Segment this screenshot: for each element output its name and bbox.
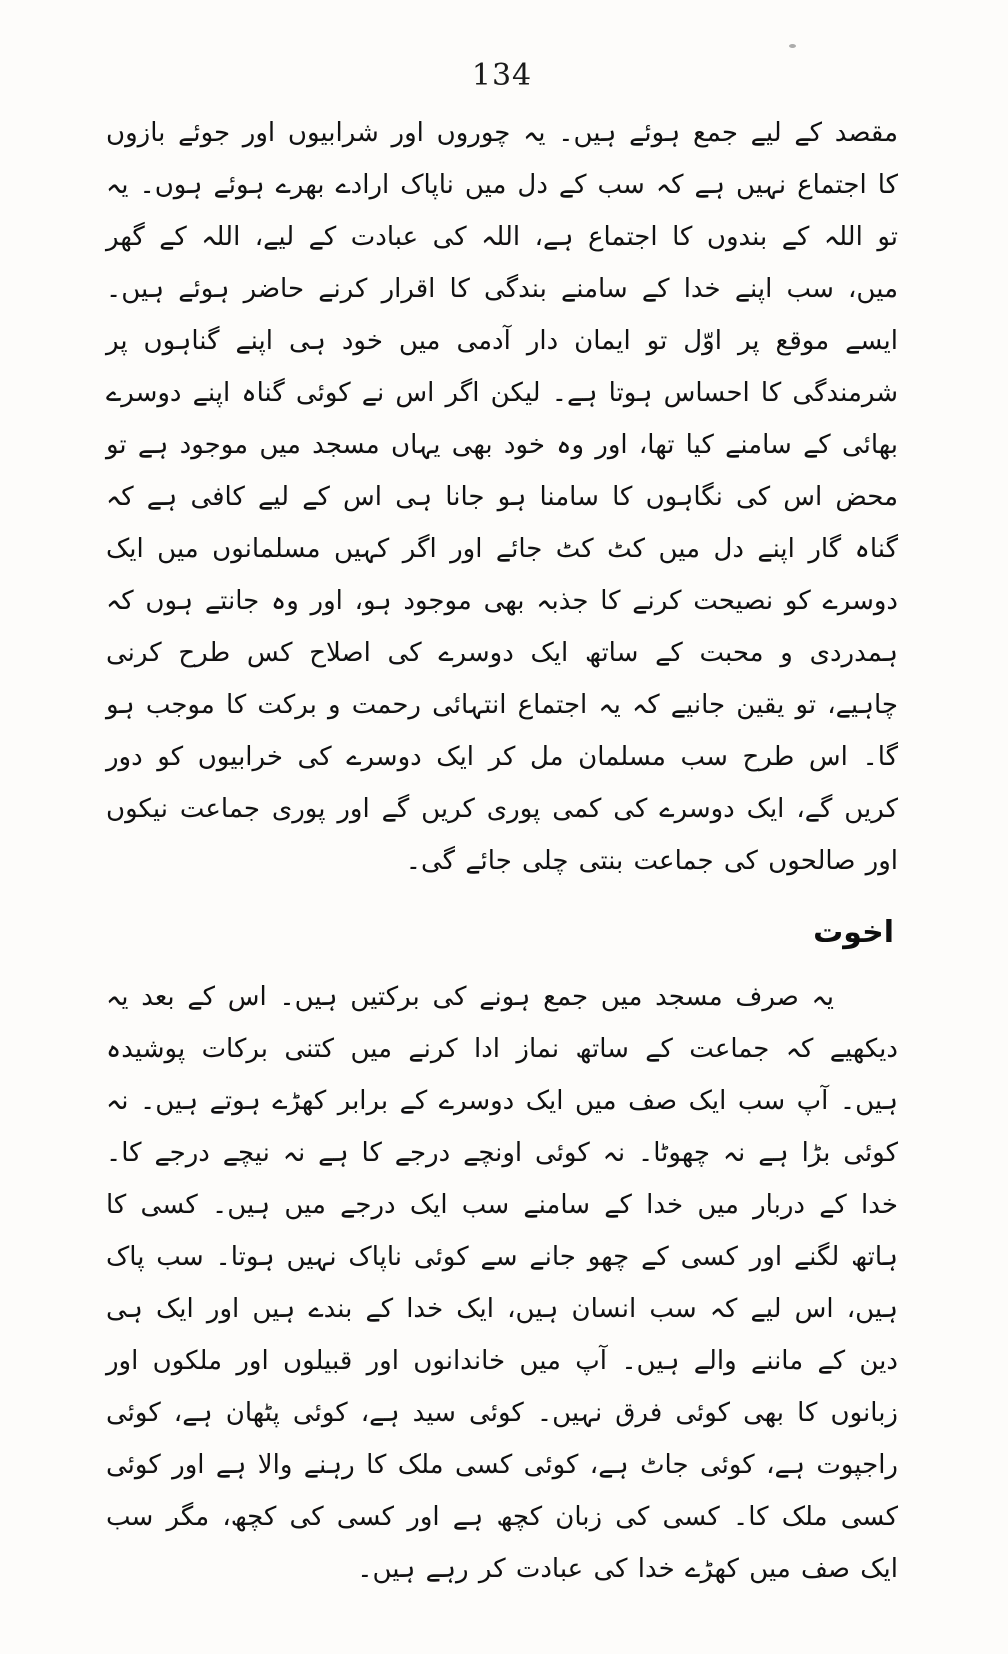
body-paragraph-1: مقصد کے لیے جمع ہوئے ہیں۔ یہ چوروں اور شرابیوں اور جوئے بازوں کا اجتماع نہیں ہے کہ سب کے دل میں ناپاک ارادے بھرے ہوئے ہوں۔ یہ تو اللہ کے بندوں کا اجتماع ہے، اللہ کی عبادت کے لیے، اللہ کے گھر میں، سب اپنے خدا کے سامنے بندگی کا اقرار کرنے حاضر ہوئے ہیں۔ ایسے موقع پر اوّل تو ایمان دار آدمی میں خود ہی اپنے گناہوں پر شرمندگی کا احساس ہوتا ہے۔ لیکن اگر اس نے کوئی گناہ اپنے دوسرے بھائی کے سامنے کیا تھا، اور وہ خود بھی یہاں مسجد میں موجود ہے تو محض اس کی نگاہوں کا سامنا ہو جانا ہی اس کے لیے کافی ہے کہ گناہ گار اپنے دل میں کٹ کٹ جائے اور اگر کہیں مسلمانوں میں ایک دوسرے کو نصیحت کرنے کا جذبہ بھی موجود ہو، اور وہ جانتے ہوں کہ ہمدردی و محبت کے ساتھ ایک دوسرے کی اصلاح کس طرح کرنی چاہیے، تو یقین جانیے کہ یہ اجتماع انتہائی رحمت و برکت کا موجب ہو گا۔ اس طرح سب مسلمان مل کر ایک دوسرے کی خرابیوں کو دور کریں گے، ایک دوسرے کی کمی پوری کریں گے اور پوری جماعت نیکوں اور صالحوں کی جماعت بنتی چلی جائے گی۔ bbox=[106, 118, 898, 876]
section-heading-akhuwat: اخوت bbox=[813, 915, 894, 950]
body-paragraph-2: یہ صرف مسجد میں جمع ہونے کی برکتیں ہیں۔ اس کے بعد یہ دیکھیے کہ جماعت کے ساتھ نماز ادا کرنے میں کتنی برکات پوشیدہ ہیں۔ آپ سب ایک صف میں ایک دوسرے کے برابر کھڑے ہوتے ہیں۔ نہ کوئی بڑا ہے نہ چھوٹا۔ نہ کوئی اونچے درجے کا ہے نہ نیچے درجے کا۔ خدا کے دربار میں خدا کے سامنے سب ایک درجے میں ہیں۔ کسی کا ہاتھ لگنے اور کسی کے چھو جانے سے کوئی ناپاک نہیں ہوتا۔ سب پاک ہیں، اس لیے کہ سب انسان ہیں، ایک خدا کے بندے ہیں اور ایک ہی دین کے ماننے والے ہیں۔ آپ میں خاندانوں اور قبیلوں اور ملکوں اور زبانوں کا بھی کوئی فرق نہیں۔ کوئی سید ہے، کوئی پٹھان ہے، کوئی راجپوت ہے، کوئی جاٹ ہے، کوئی کسی ملک کا رہنے والا ہے اور کوئی کسی ملک کا۔ کسی کی زبان کچھ ہے اور کسی کی کچھ، مگر سب ایک صف میں کھڑے خدا کی عبادت کر رہے ہیں۔ bbox=[106, 982, 898, 1584]
scan-artifact bbox=[789, 44, 796, 48]
page-number: 134 bbox=[471, 58, 533, 93]
